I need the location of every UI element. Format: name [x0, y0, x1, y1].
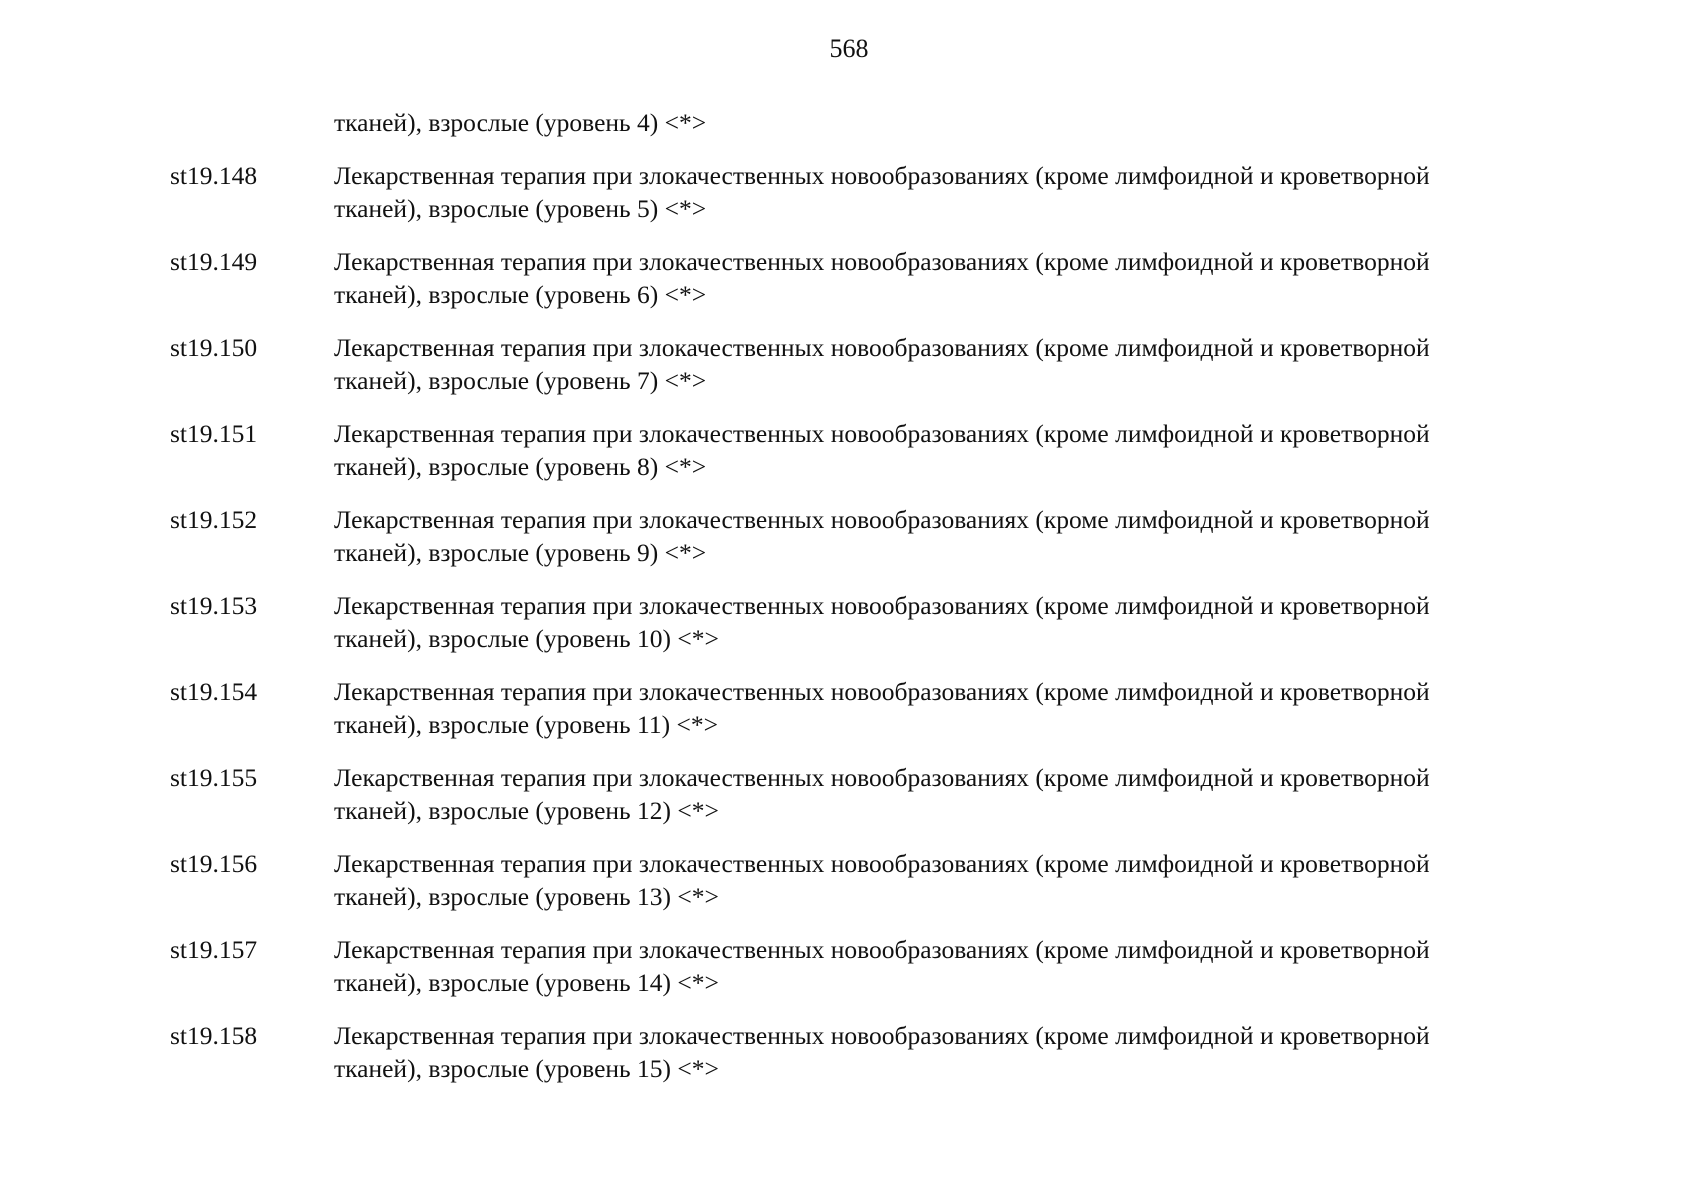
entry-code: st19.156 [170, 849, 258, 878]
entry-code: st19.152 [170, 505, 258, 534]
entry-description-line: Лекарственная терапия при злокачественных новообразованиях (кроме лимфоидной и кроветворной [334, 677, 1430, 706]
entry-description [334, 1019, 1570, 1105]
entry-description [334, 761, 1570, 847]
entry-row [170, 675, 1570, 761]
entry-description-line: тканей), взрослые (уровень 8) <*> [334, 452, 707, 481]
page-number: 568 [829, 34, 869, 63]
entry-row [170, 589, 1570, 675]
entry-description-line: Лекарственная терапия при злокачественных новообразованиях (кроме лимфоидной и кроветворной [334, 591, 1430, 620]
entry-code: st19.150 [170, 333, 258, 362]
entry-code: st19.151 [170, 419, 258, 448]
entry-row [170, 847, 1570, 933]
entry-description [334, 933, 1570, 1019]
entry-description-line: тканей), взрослые (уровень 5) <*> [334, 194, 707, 223]
entry-description-line: тканей), взрослые (уровень 9) <*> [334, 538, 707, 567]
entry-description [334, 331, 1570, 417]
entry-description-line: Лекарственная терапия при злокачественных новообразованиях (кроме лимфоидной и кроветворной [334, 419, 1430, 448]
entry-description [334, 503, 1570, 589]
entry-row [170, 503, 1570, 589]
entry-description-line: тканей), взрослые (уровень 6) <*> [334, 280, 707, 309]
entry-code: st19.153 [170, 591, 258, 620]
entry-row [170, 933, 1570, 1019]
entry-description-line: тканей), взрослые (уровень 10) <*> [334, 624, 719, 653]
continuation-text: тканей), взрослые (уровень 4) <*> [334, 108, 707, 137]
document-body [170, 106, 1570, 1105]
entry-code: st19.155 [170, 763, 258, 792]
entry-description [334, 417, 1570, 503]
entry-description-line: Лекарственная терапия при злокачественных новообразованиях (кроме лимфоидной и кроветворной [334, 763, 1430, 792]
entry-description [334, 159, 1570, 245]
entry-description-line: тканей), взрослые (уровень 12) <*> [334, 796, 719, 825]
entry-description-line: тканей), взрослые (уровень 15) <*> [334, 1054, 719, 1083]
entry-row [170, 761, 1570, 847]
entry-list [170, 159, 1570, 1105]
entry-row [170, 1019, 1570, 1105]
entry-description-line: Лекарственная терапия при злокачественных новообразованиях (кроме лимфоидной и кроветворной [334, 247, 1430, 276]
entry-description [334, 589, 1570, 675]
entry-description-line: тканей), взрослые (уровень 11) <*> [334, 710, 718, 739]
entry-description [334, 847, 1570, 933]
entry-description-line: Лекарственная терапия при злокачественных новообразованиях (кроме лимфоидной и кроветворной [334, 1021, 1430, 1050]
entry-description-line: Лекарственная терапия при злокачественных новообразованиях (кроме лимфоидной и кроветворной [334, 935, 1430, 964]
entry-code: st19.157 [170, 935, 258, 964]
entry-description-line: тканей), взрослые (уровень 7) <*> [334, 366, 707, 395]
entry-row [170, 331, 1570, 417]
entry-code: st19.154 [170, 677, 258, 706]
entry-row [170, 417, 1570, 503]
entry-description [334, 245, 1570, 331]
entry-code: st19.158 [170, 1021, 258, 1050]
entry-row [170, 245, 1570, 331]
entry-description-line: тканей), взрослые (уровень 13) <*> [334, 882, 719, 911]
entry-code: st19.149 [170, 247, 258, 276]
entry-row [170, 159, 1570, 245]
entry-description-line: Лекарственная терапия при злокачественных новообразованиях (кроме лимфоидной и кроветворной [334, 849, 1430, 878]
entry-description-line: Лекарственная терапия при злокачественных новообразованиях (кроме лимфоидной и кроветворной [334, 161, 1430, 190]
entry-code: st19.148 [170, 161, 258, 190]
entry-description [334, 675, 1570, 761]
entry-description-line: Лекарственная терапия при злокачественных новообразованиях (кроме лимфоидной и кроветворной [334, 333, 1430, 362]
entry-description-line: тканей), взрослые (уровень 14) <*> [334, 968, 719, 997]
entry-description-line: Лекарственная терапия при злокачественных новообразованиях (кроме лимфоидной и кроветворной [334, 505, 1430, 534]
